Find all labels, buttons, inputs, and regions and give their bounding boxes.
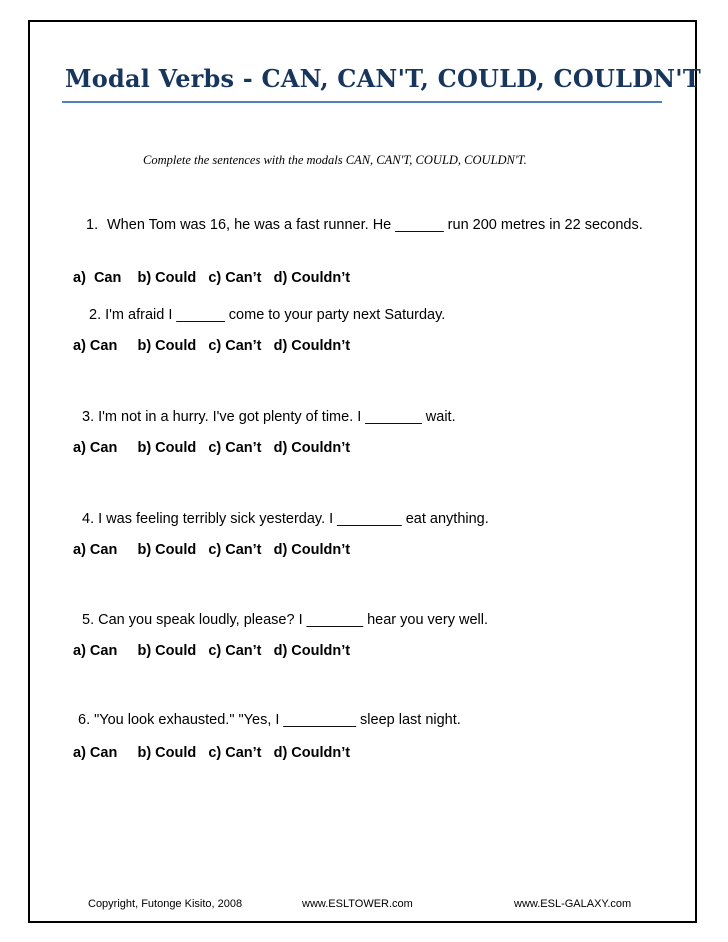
question-4-options: a) Can b) Could c) Can’t d) Couldn’t bbox=[73, 542, 351, 558]
question-4: 4. I was feeling terribly sick yesterday. I ________ eat anything. bbox=[82, 511, 489, 527]
footer-copyright: Copyright, Futonge Kisito, 2008 bbox=[88, 898, 243, 910]
question-1-options: a) Can b) Could c) Can’t d) Couldn’t bbox=[73, 270, 351, 286]
question-2-options: a) Can b) Could c) Can’t d) Couldn’t bbox=[73, 338, 351, 354]
question-number: 1. bbox=[86, 217, 99, 233]
question-6-options: a) Can b) Could c) Can’t d) Couldn’t bbox=[73, 745, 351, 761]
question-6: 6. "You look exhausted." "Yes, I _________ sleep last night. bbox=[78, 712, 461, 728]
footer-link-esltower[interactable]: www.ESLTOWER.com bbox=[302, 898, 413, 910]
question-3: 3. I'm not in a hurry. I've got plenty of time. I _______ wait. bbox=[82, 409, 456, 425]
question-1 bbox=[86, 214, 686, 236]
instructions: Complete the sentences with the modals CAN, CAN'T, COULD, COULDN'T. bbox=[143, 153, 527, 167]
worksheet-title: Modal Verbs - CAN, CAN'T, COULD, COULDN'T bbox=[65, 64, 701, 93]
question-5-options: a) Can b) Could c) Can’t d) Couldn’t bbox=[73, 643, 351, 659]
question-2: 2. I'm afraid I ______ come to your party next Saturday. bbox=[89, 307, 446, 323]
question-3-options: a) Can b) Could c) Can’t d) Couldn’t bbox=[73, 440, 351, 456]
footer-link-eslgalaxy[interactable]: www.ESL-GALAXY.com bbox=[514, 898, 632, 910]
question-5: 5. Can you speak loudly, please? I _______ hear you very well. bbox=[82, 612, 488, 628]
question-text: When Tom was 16, he was a fast runner. He ______ run 200 metres in 22 seconds. bbox=[107, 217, 643, 233]
title-underline bbox=[62, 101, 662, 103]
